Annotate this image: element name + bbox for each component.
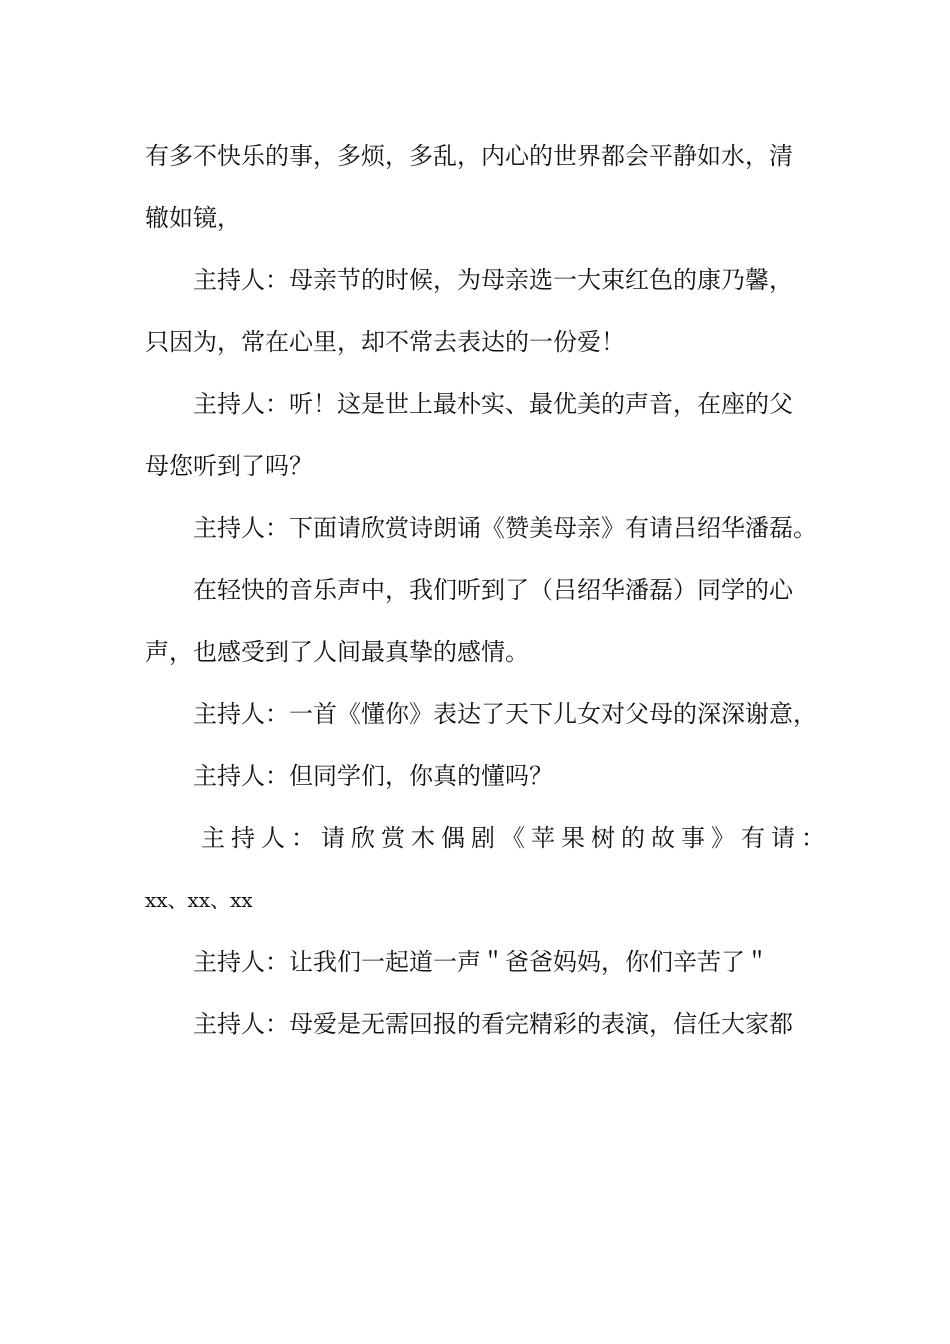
text-line: 在轻快的音乐声中，我们听到了（吕绍华潘磊）同学的心 [193, 576, 793, 604]
text-line: 有多不快乐的事，多烦，多乱，内心的世界都会平静如水，清 [145, 142, 793, 170]
text-line: 主持人：母亲节的时候，为母亲选一大束红色的康乃馨， [193, 266, 793, 294]
text-line: 主持人：下面请欣赏诗朗诵《赞美母亲》有请吕绍华潘磊。 [193, 514, 817, 542]
text-line: 主持人：但同学们，你真的懂吗？ [193, 762, 553, 790]
text-line: 主持人：请欣赏木偶剧《苹果树的故事》有请： [201, 824, 831, 852]
text-line: 主持人：母爱是无需回报的看完精彩的表演，信任大家都 [193, 1010, 793, 1038]
text-line: 主持人：听！这是世上最朴实、最优美的声音，在座的父 [193, 390, 793, 418]
text-line: 主持人：让我们一起道一声＂爸爸妈妈，你们辛苦了＂ [193, 948, 769, 976]
text-line: 主持人：一首《懂你》表达了天下儿女对父母的深深谢意， [193, 700, 817, 728]
text-line: xx、xx、xx [145, 888, 253, 912]
text-line: 只因为，常在心里，却不常去表达的一份爱！ [145, 328, 625, 356]
document-body [145, 125, 831, 1055]
text-line: 声，也感受到了人间最真挚的感情。 [145, 638, 529, 666]
text-line: 辙如镜， [145, 204, 241, 232]
text-line: 母您听到了吗？ [145, 452, 313, 480]
